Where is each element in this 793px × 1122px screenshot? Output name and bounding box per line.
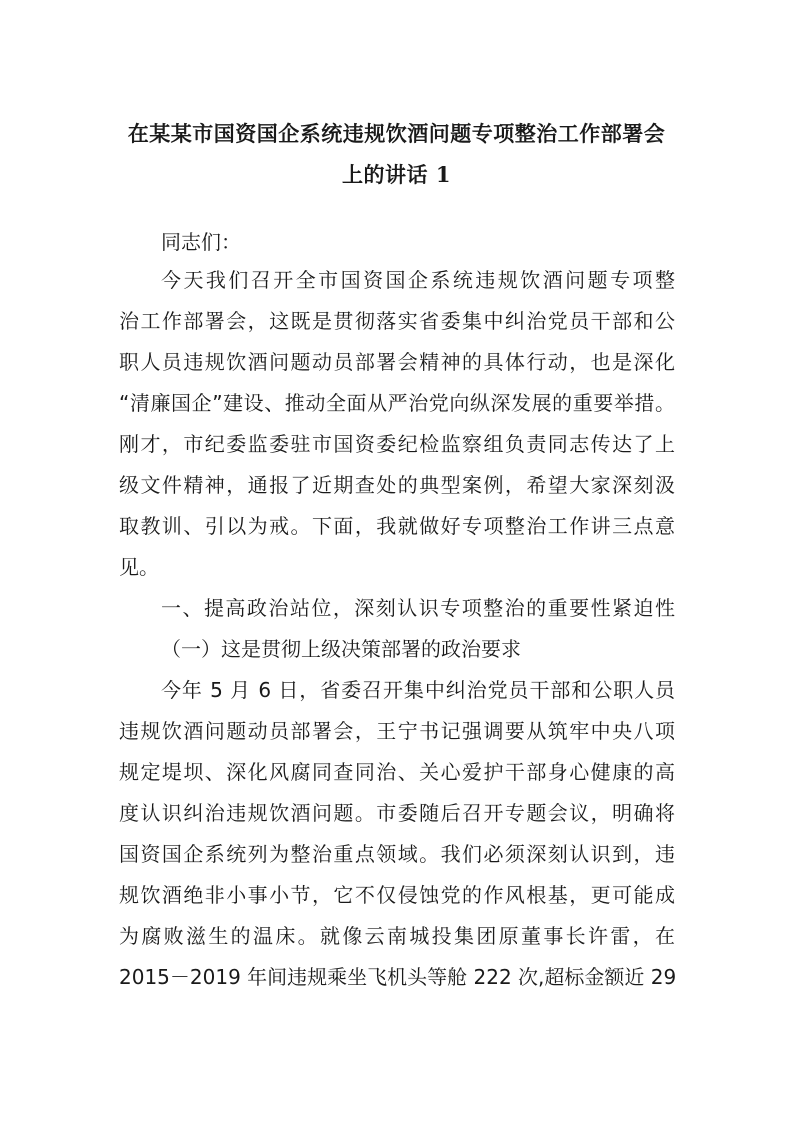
paragraph-2-line: 国资国企系统列为整治重点领域。我们必须深刻认识到，违 [119,842,675,866]
section-heading-1: 一、提高政治站位，深刻认识专项整治的重要性紧迫性 [161,596,675,620]
paragraph-1-line: 治工作部署会，这既是贯彻落实省委集中纠治党员干部和公 [119,309,675,333]
paragraph-2-line: 规定堤坝、深化风腐同查同治、关心爱护干部身心健康的高 [119,760,675,784]
paragraph-1-line: 级文件精神，通报了近期查处的典型案例，希望大家深刻汲 [119,473,675,497]
paragraph-2-line: 2015－2019 年间违规乘坐飞机头等舱 222 次,超标金额近 29 [119,965,677,989]
paragraph-2-line: 规饮酒绝非小事小节，它不仅侵蚀党的作风根基，更可能成 [119,883,675,907]
paragraph-1-line: 见。 [119,555,159,579]
paragraph-1-line: 今天我们召开全市国资国企系统违规饮酒问题专项整 [161,268,675,292]
document-title-line-1: 在某某市国资国企系统违规饮酒问题专项整治工作部署会 [127,121,666,146]
paragraph-1-line: 取教训、引以为戒。下面，我就做好专项整治工作讲三点意 [119,514,675,538]
document-title-line-2: 上的讲话 1 [342,162,451,187]
section-heading-2: （一）这是贯彻上级决策部署的政治要求 [161,637,521,661]
paragraph-2-line: 为腐败滋生的温床。就像云南城投集团原董事长许雷，在 [119,924,675,948]
paragraph-2-line: 今年 5 月 6 日，省委召开集中纠治党员干部和公职人员 [161,678,675,702]
paragraph-2-line: 度认识纠治违规饮酒问题。市委随后召开专题会议，明确将 [119,801,675,825]
paragraph-1-line: 职人员违规饮酒问题动员部署会精神的具体行动，也是深化 [119,350,675,374]
salutation: 同志们： [161,230,241,254]
paragraph-2-line: 违规饮酒问题动员部署会，王宁书记强调要从筑牢中央八项 [119,719,675,743]
paragraph-1-line: 刚才，市纪委监委驻市国资委纪检监察组负责同志传达了上 [119,432,675,456]
paragraph-1-line: “清廉国企”建设、推动全面从严治党向纵深发展的重要举措。 [119,391,675,415]
